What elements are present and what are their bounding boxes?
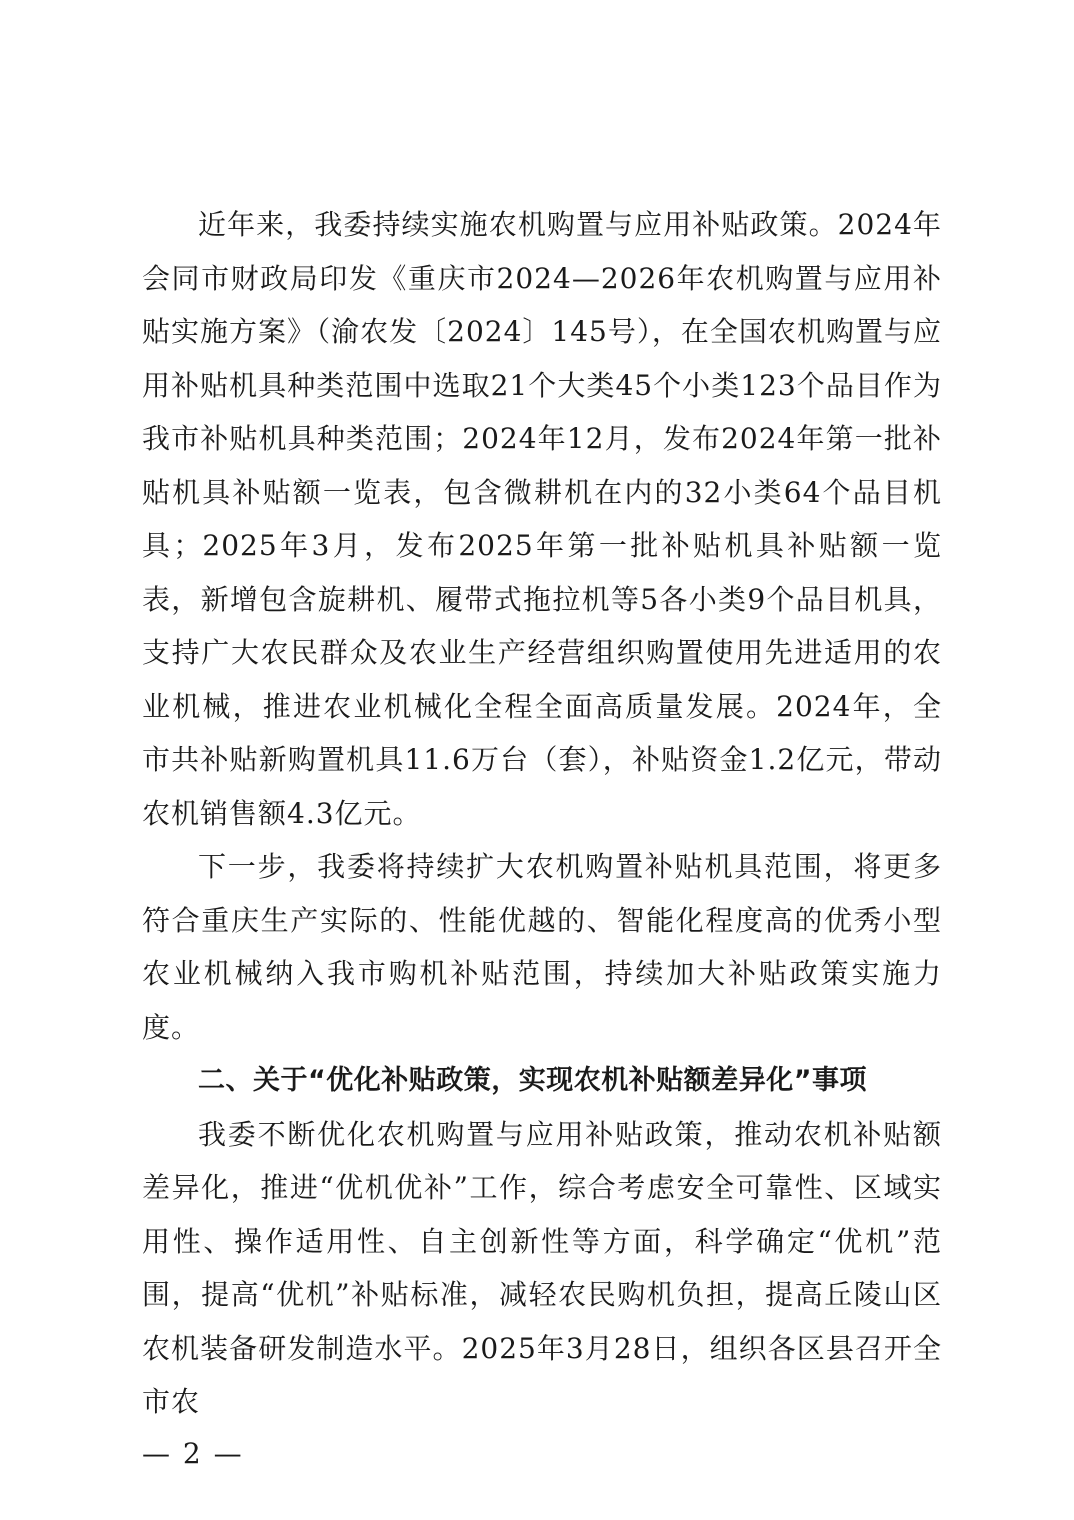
paragraph-optimize-subsidy: 我委不断优化农机购置与应用补贴政策，推动农机补贴额差异化，推进“优机优补”工作，综合考虑安全可靠性、区域实用性、操作适用性、自主创新性等方面，科学确定“优机”范围，提高“优机”补贴标准，减轻农民购机负担，提高丘陵山区农机装备研发制造水平。2025年3月28日，组织各区县召开全市农 [142, 1117, 942, 1418]
paragraph-subsidy-implementation: 近年来，我委持续实施农机购置与应用补贴政策。2024年会同市财政局印发《重庆市2024—2026年农机购置与应用补贴实施方案》（渝农发〔2024〕145号），在全国农机购置与应用补贴机具种类范围中选取21个大类45个小类123个品目作为我市补贴机具种类范围；2024年12月，发布2024年第一批补贴机具补贴额一览表，包含微耕机在内的32小类64个品目机具；2025年3月，发布2025年第一批补贴机具补贴额一览表，新增包含旋耕机、履带式拖拉机等5各小类9个品目机具，支持广大农民群众及农业生产经营组织购置使用先进适用的农业机械，推进农业机械化全程全面高质量发展。2024年，全市共补贴新购置机具11.6万台（套），补贴资金1.2亿元，带动农机销售额4.3亿元。 [142, 208, 942, 830]
document-body [142, 198, 942, 1429]
paragraph-next-steps: 下一步，我委将持续扩大农机购置补贴机具范围，将更多符合重庆生产实际的、性能优越的、智能化程度高的优秀小型农业机械纳入我市购机补贴范围，持续加大补贴政策实施力度。 [142, 850, 942, 1044]
section-heading: 二、关于“优化补贴政策，实现农机补贴额差异化”事项 [198, 1065, 867, 1096]
page-number: — 2 — [142, 1437, 244, 1470]
